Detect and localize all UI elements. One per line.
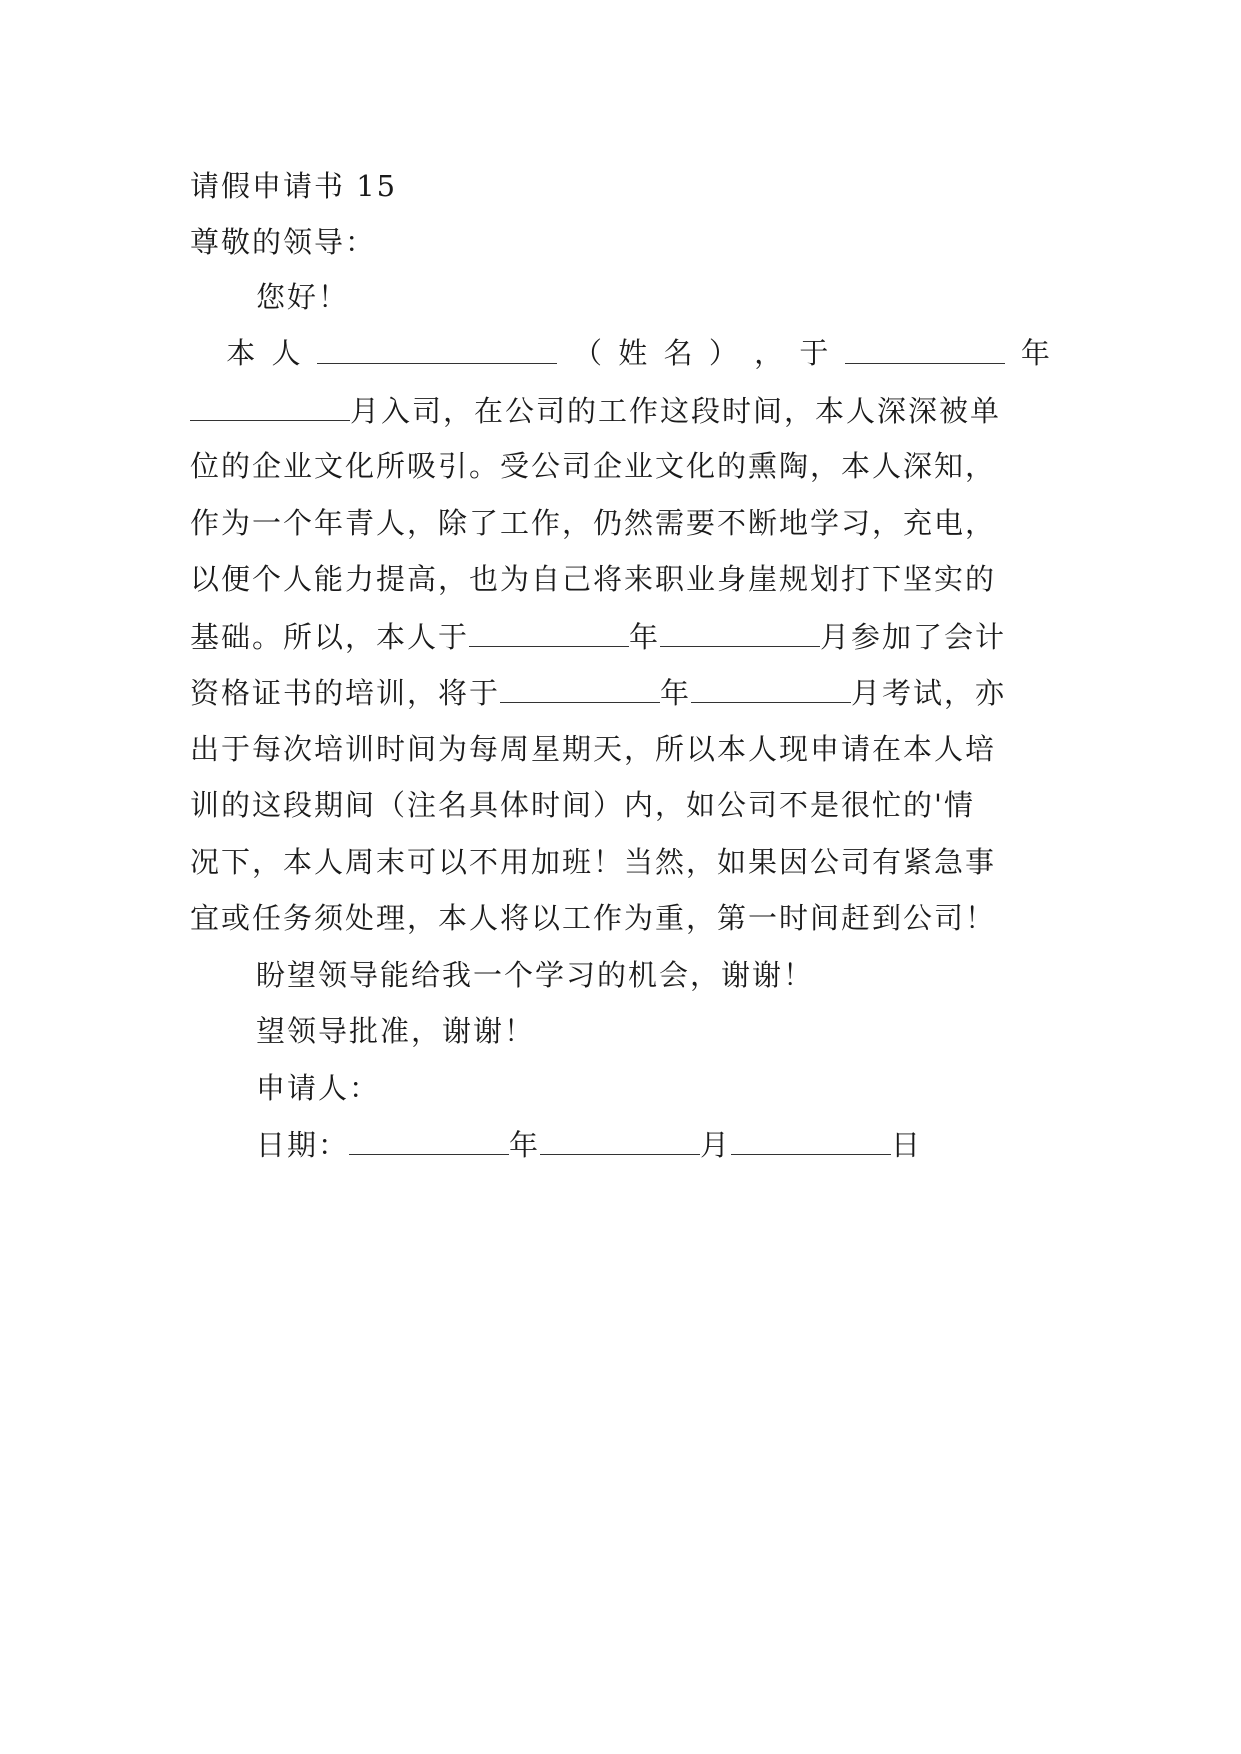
body-line-4: 作为一个年青人，除了工作，仍然需要不断地学习，充电， — [190, 506, 997, 540]
name-blank — [317, 333, 557, 364]
word: 名 — [663, 336, 693, 370]
exam-month-blank — [691, 672, 851, 703]
date-line: 日期： 年 月 日 — [256, 1124, 922, 1165]
date-label: 日期： — [256, 1128, 350, 1162]
date-year-blank — [349, 1124, 509, 1155]
hope-line: 盼望领导能给我一个学习的机会，谢谢！ — [256, 958, 815, 992]
body-line-6: 基础。所以，本人于 年 月参加了会计 — [190, 616, 1006, 657]
body-line-1 — [190, 333, 1050, 373]
word: ） — [708, 336, 738, 370]
salutation: 尊敬的领导： — [190, 225, 377, 259]
body-line-10: 况下，本人周末可以不用加班！当然，如果因公司有紧急事 — [190, 845, 997, 879]
document-title: 请假申请书 15 — [190, 169, 398, 203]
greeting: 您好！ — [256, 280, 350, 314]
training-month-blank — [660, 616, 820, 647]
applicant-line: 申请人： — [256, 1071, 381, 1105]
word: 人 — [271, 336, 301, 370]
word: 年 — [1020, 336, 1050, 370]
date-day-blank — [731, 1124, 891, 1155]
word: ， — [754, 336, 784, 370]
approve-line: 望领导批准，谢谢！ — [256, 1014, 536, 1048]
word: （ — [573, 336, 603, 370]
body-line-8: 出于每次培训时间为每周星期天，所以本人现申请在本人培 — [190, 732, 997, 766]
body-line-11: 宜或任务须处理，本人将以工作为重，第一时间赶到公司！ — [190, 901, 997, 935]
exam-year-blank — [500, 672, 660, 703]
join-year-blank — [845, 333, 1005, 364]
body-line-2: 月入司，在公司的工作这段时间，本人深深被单 — [190, 390, 1001, 431]
body-line-9: 训的这段期间（注名具体时间）内，如公司不是很忙的'情 — [190, 788, 975, 822]
word: 本 — [226, 336, 256, 370]
join-month-blank — [190, 390, 350, 421]
body-line-3: 位的企业文化所吸引。受公司企业文化的熏陶，本人深知， — [190, 449, 997, 483]
training-year-blank — [469, 616, 629, 647]
body-line-5: 以便个人能力提高，也为自己将来职业身崖规划打下坚实的 — [190, 562, 997, 596]
body-line-7: 资格证书的培训，将于 年 月考试，亦 — [190, 672, 1006, 713]
word: 姓 — [618, 336, 648, 370]
date-month-blank — [540, 1124, 700, 1155]
word: 于 — [799, 336, 829, 370]
